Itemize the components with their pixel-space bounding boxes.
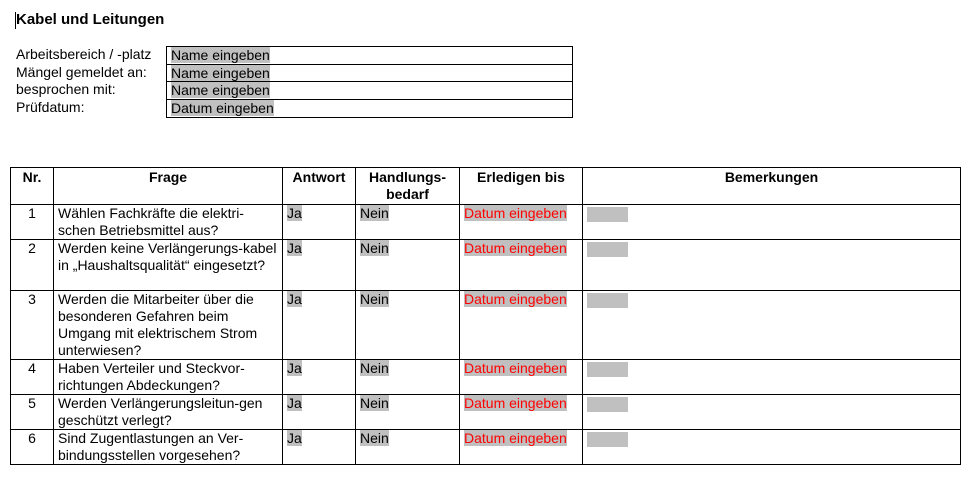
table-row xyxy=(11,240,961,291)
row-antwort xyxy=(283,430,356,465)
row-bedarf xyxy=(356,205,460,240)
row-datum xyxy=(460,205,583,240)
row-datum xyxy=(460,395,583,430)
bedarf-field[interactable]: Nein xyxy=(360,205,389,221)
row-frage: Wählen Fachkräfte die elektri-schen Betriebsmittel aus? xyxy=(54,205,283,240)
meta-row xyxy=(167,82,572,100)
antwort-field[interactable]: Ja xyxy=(287,395,302,411)
meta-row xyxy=(167,47,572,65)
table-row xyxy=(11,395,961,430)
besprochen-field[interactable]: Name eingeben xyxy=(171,82,270,98)
header-frage: Frage xyxy=(54,168,283,205)
row-bemerkungen xyxy=(583,360,961,395)
datum-field[interactable]: Datum eingeben xyxy=(464,205,567,221)
meta-labels xyxy=(16,46,151,116)
table-row xyxy=(11,360,961,395)
meta-label-arbeitsbereich: Arbeitsbereich / -platz xyxy=(16,46,152,62)
row-bedarf xyxy=(356,430,460,465)
table-row xyxy=(11,291,961,360)
row-datum xyxy=(460,291,583,360)
row-bedarf xyxy=(356,291,460,360)
row-nr: 6 xyxy=(11,430,54,465)
row-bemerkungen xyxy=(583,291,961,360)
document-title: Kabel und Leitungen xyxy=(16,11,165,28)
row-antwort xyxy=(283,291,356,360)
bemerkungen-field[interactable] xyxy=(587,242,628,257)
header-handlungsbedarf: Handlungs-bedarf xyxy=(356,168,460,205)
row-bemerkungen xyxy=(583,240,961,291)
row-nr: 2 xyxy=(11,240,54,291)
bedarf-field[interactable]: Nein xyxy=(360,360,389,376)
row-frage: Werden Verlängerungsleitun-gen geschützt verlegt? xyxy=(54,395,283,430)
row-antwort xyxy=(283,205,356,240)
row-antwort xyxy=(283,395,356,430)
row-frage: Haben Verteiler und Steckvor-richtungen Abdeckungen? xyxy=(54,360,283,395)
header-bemerkungen: Bemerkungen xyxy=(583,168,961,205)
datum-field[interactable]: Datum eingeben xyxy=(464,291,567,307)
bedarf-field[interactable]: Nein xyxy=(360,395,389,411)
row-bemerkungen xyxy=(583,430,961,465)
header-antwort: Antwort xyxy=(283,168,356,205)
antwort-field[interactable]: Ja xyxy=(287,240,302,256)
row-frage: Werden die Mitarbeiter über die besonderen Gefahren beim Umgang mit elektrischem Strom unterwiesen? xyxy=(54,291,283,360)
datum-field[interactable]: Datum eingeben xyxy=(464,240,567,256)
header-erledigen-bis: Erledigen bis xyxy=(460,168,583,205)
antwort-field[interactable]: Ja xyxy=(287,291,302,307)
bemerkungen-field[interactable] xyxy=(587,207,628,222)
meta-row xyxy=(167,65,572,83)
row-bemerkungen xyxy=(583,395,961,430)
table-row xyxy=(11,205,961,240)
row-nr: 1 xyxy=(11,205,54,240)
row-nr: 4 xyxy=(11,360,54,395)
row-nr: 5 xyxy=(11,395,54,430)
meta-label-besprochen: besprochen mit: xyxy=(16,81,116,98)
row-bedarf xyxy=(356,360,460,395)
table-header-row xyxy=(11,168,961,205)
row-frage: Werden keine Verlängerungs-kabel in „Haushaltsqualität“ eingesetzt? xyxy=(54,240,283,291)
datum-field[interactable]: Datum eingeben xyxy=(464,395,567,411)
row-bedarf xyxy=(356,395,460,430)
bedarf-field[interactable]: Nein xyxy=(360,291,389,307)
row-nr: 3 xyxy=(11,291,54,360)
datum-field[interactable]: Datum eingeben xyxy=(464,430,567,446)
meta-row xyxy=(167,100,572,118)
bemerkungen-field[interactable] xyxy=(587,362,628,377)
maengel-field[interactable]: Name eingeben xyxy=(171,64,270,81)
meta-label-maengel: Mängel gemeldet an: xyxy=(16,63,147,80)
antwort-field[interactable]: Ja xyxy=(287,360,302,376)
row-bemerkungen xyxy=(583,205,961,240)
row-antwort xyxy=(283,360,356,395)
row-antwort xyxy=(283,240,356,291)
row-datum xyxy=(460,240,583,291)
bemerkungen-field[interactable] xyxy=(587,432,628,447)
antwort-field[interactable]: Ja xyxy=(287,430,302,446)
meta-label-pruefdatum: Prüfdatum: xyxy=(16,98,85,115)
row-bedarf xyxy=(356,240,460,291)
bemerkungen-field[interactable] xyxy=(587,397,628,412)
row-datum xyxy=(460,430,583,465)
row-frage: Sind Zugentlastungen an Ver-bindungsstellen vorgesehen? xyxy=(54,430,283,465)
pruefdatum-field[interactable]: Datum eingeben xyxy=(171,99,274,116)
bedarf-field[interactable]: Nein xyxy=(360,240,389,256)
row-datum xyxy=(460,360,583,395)
antwort-field[interactable]: Ja xyxy=(287,205,302,221)
bemerkungen-field[interactable] xyxy=(587,293,628,308)
bedarf-field[interactable]: Nein xyxy=(360,430,389,446)
datum-field[interactable]: Datum eingeben xyxy=(464,360,567,376)
table-row xyxy=(11,430,961,465)
arbeitsbereich-field[interactable]: Name eingeben xyxy=(171,47,270,63)
header-nr: Nr. xyxy=(11,168,54,205)
checklist-table xyxy=(10,167,961,465)
meta-fields xyxy=(166,46,573,118)
